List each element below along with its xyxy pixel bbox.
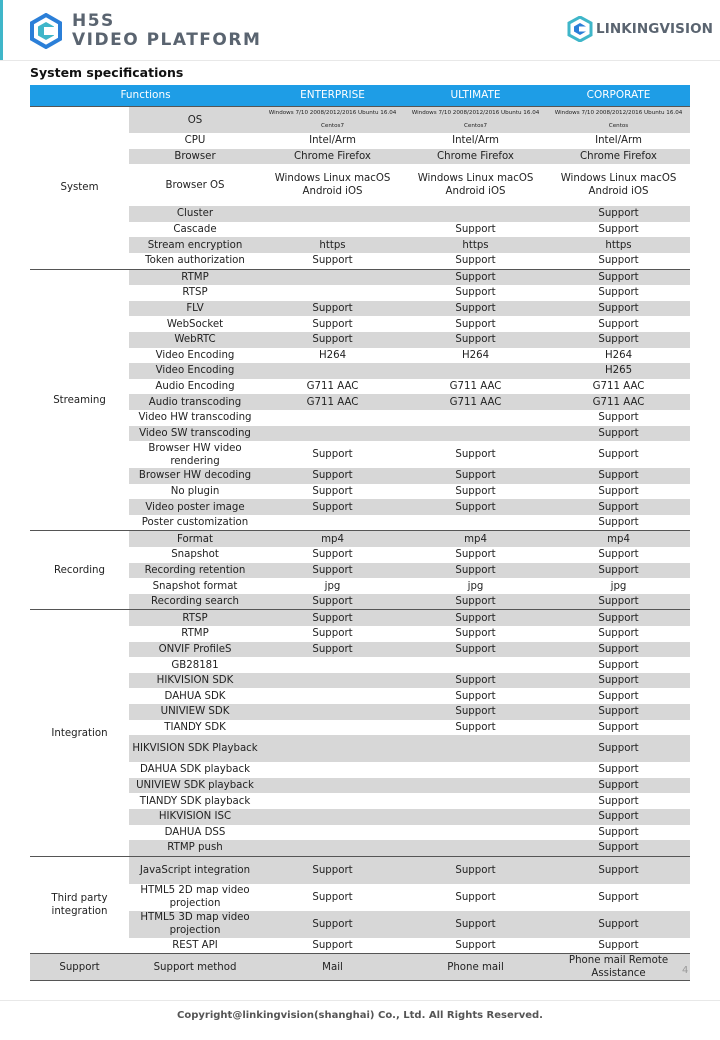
- table-row: [30, 222, 690, 238]
- value-cell: [261, 206, 404, 222]
- value-cell: Support: [598, 255, 639, 267]
- table-row: [30, 825, 690, 841]
- value-cell: [261, 840, 404, 856]
- function-cell: Browser HW video rendering: [148, 442, 242, 467]
- value-cell: Support: [598, 628, 639, 640]
- function-cell: Video Encoding: [129, 363, 261, 379]
- table-row: [30, 563, 690, 579]
- value-cell: [404, 762, 547, 778]
- table-row: [30, 316, 690, 332]
- value-cell: [404, 410, 547, 426]
- col-header-ultimate: ULTIMATE: [404, 85, 547, 107]
- table-row: [30, 688, 690, 704]
- value-cell: H264: [604, 349, 633, 361]
- value-cell: mp4: [404, 531, 547, 547]
- table-row: [30, 515, 690, 531]
- value-cell: Support: [455, 287, 496, 299]
- value-cell: Windows Linux macOS Android iOS: [560, 173, 677, 198]
- function-cell: Browser OS: [165, 179, 225, 191]
- value-cell: Intel/Arm: [595, 135, 642, 147]
- brand-line-1: H5S: [72, 11, 115, 31]
- spec-table: [30, 85, 690, 981]
- value-cell: Support: [598, 659, 639, 671]
- table-row: [30, 594, 690, 610]
- value-cell: Support: [455, 485, 496, 497]
- table-row: [30, 735, 690, 762]
- value-cell: Support: [598, 891, 639, 903]
- value-cell: [261, 735, 404, 762]
- value-cell: Support: [547, 778, 690, 794]
- value-cell: Windows Linux macOS Android iOS: [274, 173, 391, 198]
- value-cell: Support: [455, 690, 496, 702]
- brand-logo: [28, 12, 261, 50]
- value-cell: [261, 720, 404, 736]
- category-cell: Third party integration: [30, 856, 129, 954]
- value-cell: Intel/Arm: [309, 135, 356, 147]
- value-cell: Support: [547, 563, 690, 579]
- value-cell: Support: [455, 449, 496, 461]
- table-row: [30, 720, 690, 736]
- value-cell: jpg: [324, 580, 341, 592]
- value-cell: Support: [404, 704, 547, 720]
- function-cell: Poster customization: [141, 517, 249, 529]
- table-row: [30, 363, 690, 379]
- value-cell: [404, 809, 547, 825]
- value-cell: Support: [547, 426, 690, 442]
- value-cell: Support: [547, 499, 690, 515]
- value-cell: Windows Linux macOS Android iOS: [417, 173, 534, 198]
- function-cell: HIKVISION SDK Playback: [129, 735, 261, 762]
- value-cell: [261, 515, 404, 531]
- table-row: [30, 484, 690, 500]
- value-cell: Support: [547, 809, 690, 825]
- function-cell: JavaScript integration: [129, 856, 261, 884]
- function-cell: RTSP: [129, 610, 261, 626]
- value-cell: Phone mail: [404, 954, 547, 981]
- function-cell: REST API: [172, 940, 218, 952]
- table-row: [30, 253, 690, 269]
- table-row: [30, 149, 690, 165]
- value-cell: G711 AAC: [449, 381, 502, 393]
- partner-logo: [567, 16, 713, 42]
- header-accent-bar: [0, 0, 3, 60]
- function-cell: HIKVISION SDK: [129, 673, 261, 689]
- value-cell: Windows 7/10 2008/2012/2016 Ubuntu 16.04 Centos7: [404, 107, 547, 134]
- value-cell: Support: [547, 840, 690, 856]
- footer-divider: [0, 1000, 720, 1001]
- h5s-logo-icon: [28, 13, 64, 49]
- function-cell: TIANDY SDK playback: [139, 795, 251, 807]
- value-cell: Support: [261, 856, 404, 884]
- table-row: [30, 673, 690, 689]
- value-cell: Support: [404, 856, 547, 884]
- value-cell: Windows 7/10 2008/2012/2016 Ubuntu 16.04 Centos: [547, 107, 690, 134]
- value-cell: Support: [312, 940, 353, 952]
- table-row: [30, 911, 690, 938]
- brand-line-2: VIDEO PLATFORM: [72, 30, 262, 50]
- value-cell: Support: [598, 318, 639, 330]
- col-header-functions: Functions: [30, 85, 261, 107]
- value-cell: [404, 840, 547, 856]
- table-row: [30, 938, 690, 954]
- support-category-cell: Support: [30, 954, 129, 981]
- value-cell: Support: [312, 549, 353, 561]
- table-row: [30, 164, 690, 206]
- table-row: [30, 762, 690, 778]
- table-row: [30, 206, 690, 222]
- value-cell: Support: [455, 891, 496, 903]
- category-cell: Streaming: [30, 269, 129, 531]
- value-cell: Chrome Firefox: [404, 149, 547, 165]
- value-cell: Support: [261, 594, 404, 610]
- function-cell: DAHUA SDK playback: [140, 764, 250, 776]
- value-cell: G711 AAC: [547, 394, 690, 410]
- value-cell: Support: [455, 224, 496, 236]
- value-cell: Support: [547, 704, 690, 720]
- value-cell: Support: [261, 563, 404, 579]
- value-cell: Support: [598, 412, 639, 424]
- table-row: [30, 301, 690, 317]
- value-cell: [261, 657, 404, 673]
- function-cell: Token authorization: [145, 255, 245, 267]
- table-row: [30, 642, 690, 658]
- function-cell: RTMP: [181, 628, 209, 640]
- table-row: [30, 547, 690, 563]
- table-row: [30, 379, 690, 395]
- function-cell: UNIVIEW SDK: [129, 704, 261, 720]
- table-row: [30, 531, 690, 547]
- value-cell: [404, 793, 547, 809]
- value-cell: [261, 222, 404, 238]
- value-cell: Support: [404, 332, 547, 348]
- value-cell: Support: [455, 940, 496, 952]
- function-cell: Video SW transcoding: [129, 426, 261, 442]
- table-row: [30, 348, 690, 364]
- table-row: [30, 578, 690, 594]
- value-cell: Support: [547, 594, 690, 610]
- function-cell: Video HW transcoding: [138, 412, 252, 424]
- partner-name: LINKINGVISION: [596, 21, 714, 37]
- function-cell: Audio transcoding: [129, 394, 261, 410]
- function-cell: HTML5 2D map video projection: [140, 885, 250, 910]
- function-cell: DAHUA SDK: [164, 690, 226, 702]
- value-cell: G711 AAC: [404, 394, 547, 410]
- function-cell: Recording retention: [129, 563, 261, 579]
- value-cell: https: [547, 237, 690, 253]
- table-row: [30, 426, 690, 442]
- value-cell: Support: [547, 735, 690, 762]
- function-cell: WebSocket: [166, 318, 224, 330]
- function-cell: OS: [129, 107, 261, 134]
- value-cell: Support: [404, 911, 547, 938]
- value-cell: Support: [547, 911, 690, 938]
- value-cell: [404, 657, 547, 673]
- value-cell: Support: [547, 206, 690, 222]
- value-cell: [404, 735, 547, 762]
- footer-copyright: Copyright@linkingvision(shanghai) Co., Ltd. All Rights Reserved.: [177, 1010, 543, 1021]
- value-cell: jpg: [610, 580, 627, 592]
- function-cell: TIANDY SDK: [164, 721, 226, 733]
- value-cell: Support: [404, 673, 547, 689]
- page-title: System specifications: [30, 65, 184, 80]
- table-row: [30, 269, 690, 285]
- value-cell: Support: [455, 721, 496, 733]
- value-cell: Support: [598, 224, 639, 236]
- value-cell: [404, 363, 547, 379]
- function-cell: ONVIF ProfileS: [129, 642, 261, 658]
- value-cell: [261, 426, 404, 442]
- value-cell: Support: [547, 642, 690, 658]
- value-cell: Support: [312, 318, 353, 330]
- table-row: [30, 133, 690, 149]
- table-row: [30, 499, 690, 515]
- function-cell: Snapshot: [171, 549, 219, 561]
- function-cell: Snapshot format: [152, 580, 238, 592]
- value-cell: Support: [547, 610, 690, 626]
- value-cell: [261, 809, 404, 825]
- support-function-cell: Support method: [129, 954, 261, 981]
- table-row: [30, 107, 690, 134]
- value-cell: G711 AAC: [261, 394, 404, 410]
- value-cell: H265: [547, 363, 690, 379]
- support-row: [30, 954, 690, 981]
- value-cell: Support: [598, 485, 639, 497]
- function-cell: RTMP: [129, 269, 261, 285]
- value-cell: Support: [455, 628, 496, 640]
- table-row: [30, 394, 690, 410]
- value-cell: G711 AAC: [592, 381, 645, 393]
- value-cell: mp4: [547, 531, 690, 547]
- table-row: [30, 285, 690, 301]
- value-cell: Support: [547, 269, 690, 285]
- value-cell: Support: [598, 287, 639, 299]
- value-cell: Support: [404, 468, 547, 484]
- value-cell: Support: [455, 318, 496, 330]
- category-cell: Integration: [30, 610, 129, 856]
- function-cell: Stream encryption: [129, 237, 261, 253]
- value-cell: Support: [404, 642, 547, 658]
- function-cell: RTMP push: [129, 840, 261, 856]
- linkingvision-logo-icon: [567, 16, 593, 42]
- value-cell: jpg: [467, 580, 484, 592]
- function-cell: Video Encoding: [155, 349, 235, 361]
- value-cell: Support: [598, 940, 639, 952]
- value-cell: Support: [404, 610, 547, 626]
- value-cell: H264: [318, 349, 347, 361]
- value-cell: Support: [261, 911, 404, 938]
- value-cell: Support: [312, 449, 353, 461]
- value-cell: Support: [261, 499, 404, 515]
- value-cell: [404, 515, 547, 531]
- value-cell: Intel/Arm: [452, 135, 499, 147]
- value-cell: Support: [261, 301, 404, 317]
- value-cell: https: [404, 237, 547, 253]
- category-cell: Recording: [30, 531, 129, 610]
- value-cell: Support: [312, 485, 353, 497]
- value-cell: Chrome Firefox: [547, 149, 690, 165]
- value-cell: Support: [404, 563, 547, 579]
- function-cell: FLV: [129, 301, 261, 317]
- value-cell: Support: [547, 856, 690, 884]
- function-cell: Format: [129, 531, 261, 547]
- value-cell: mp4: [261, 531, 404, 547]
- value-cell: Support: [312, 628, 353, 640]
- table-header-row: [30, 85, 690, 107]
- value-cell: Windows 7/10 2008/2012/2016 Ubuntu 16.04 Centos7: [261, 107, 404, 134]
- value-cell: [261, 363, 404, 379]
- value-cell: [261, 673, 404, 689]
- table-row: [30, 441, 690, 468]
- table-row: [30, 704, 690, 720]
- table-row: [30, 410, 690, 426]
- function-cell: Recording search: [129, 594, 261, 610]
- value-cell: Support: [598, 549, 639, 561]
- value-cell: Support: [261, 332, 404, 348]
- value-cell: Support: [455, 255, 496, 267]
- value-cell: Support: [547, 332, 690, 348]
- function-cell: WebRTC: [129, 332, 261, 348]
- value-cell: https: [261, 237, 404, 253]
- table-row: [30, 884, 690, 911]
- table-row: [30, 332, 690, 348]
- table-row: [30, 468, 690, 484]
- function-cell: HIKVISION ISC: [129, 809, 261, 825]
- value-cell: [261, 285, 404, 301]
- value-cell: Support: [404, 594, 547, 610]
- page-number: 4: [682, 965, 689, 976]
- function-cell: Cascade: [173, 224, 217, 236]
- value-cell: Support: [312, 891, 353, 903]
- function-cell: RTSP: [182, 287, 208, 299]
- value-cell: H264: [461, 349, 490, 361]
- value-cell: Support: [404, 269, 547, 285]
- function-cell: CPU: [184, 135, 206, 147]
- table-row: [30, 610, 690, 626]
- value-cell: Support: [547, 468, 690, 484]
- function-cell: No plugin: [170, 485, 220, 497]
- value-cell: Support: [598, 764, 639, 776]
- table-row: [30, 657, 690, 673]
- value-cell: G711 AAC: [306, 381, 359, 393]
- col-header-corporate: CORPORATE: [547, 85, 690, 107]
- value-cell: Support: [312, 255, 353, 267]
- value-cell: [261, 825, 404, 841]
- function-cell: HTML5 3D map video projection: [129, 911, 261, 938]
- value-cell: Phone mail Remote Assistance: [547, 954, 690, 981]
- value-cell: Support: [598, 449, 639, 461]
- value-cell: [404, 206, 547, 222]
- value-cell: [261, 778, 404, 794]
- value-cell: Support: [261, 610, 404, 626]
- table-row: [30, 856, 690, 884]
- function-cell: Cluster: [129, 206, 261, 222]
- value-cell: Support: [598, 795, 639, 807]
- value-cell: Support: [404, 499, 547, 515]
- value-cell: [404, 825, 547, 841]
- value-cell: Support: [404, 301, 547, 317]
- value-cell: Support: [598, 690, 639, 702]
- function-cell: Browser: [129, 149, 261, 165]
- table-row: [30, 793, 690, 809]
- value-cell: Chrome Firefox: [261, 149, 404, 165]
- value-cell: Support: [455, 549, 496, 561]
- function-cell: Browser HW decoding: [129, 468, 261, 484]
- value-cell: Support: [598, 826, 639, 838]
- value-cell: Support: [547, 301, 690, 317]
- value-cell: [261, 269, 404, 285]
- value-cell: Mail: [261, 954, 404, 981]
- value-cell: Support: [547, 673, 690, 689]
- header-divider: [0, 60, 720, 61]
- value-cell: [261, 704, 404, 720]
- spec-table-body: [30, 107, 690, 981]
- function-cell: UNIVIEW SDK playback: [129, 778, 261, 794]
- value-cell: Support: [261, 642, 404, 658]
- table-row: [30, 237, 690, 253]
- value-cell: [261, 688, 404, 704]
- function-cell: Audio Encoding: [155, 381, 235, 393]
- value-cell: Support: [261, 468, 404, 484]
- function-cell: Video poster image: [129, 499, 261, 515]
- value-cell: [261, 793, 404, 809]
- table-row: [30, 809, 690, 825]
- table-row: [30, 626, 690, 642]
- col-header-enterprise: ENTERPRISE: [261, 85, 404, 107]
- value-cell: [404, 426, 547, 442]
- function-cell: DAHUA DSS: [164, 826, 226, 838]
- table-row: [30, 778, 690, 794]
- category-cell: System: [30, 107, 129, 270]
- value-cell: [261, 410, 404, 426]
- table-row: [30, 840, 690, 856]
- function-cell: GB28181: [171, 659, 219, 671]
- value-cell: [261, 762, 404, 778]
- value-cell: Support: [598, 721, 639, 733]
- value-cell: Support: [598, 517, 639, 529]
- value-cell: [404, 778, 547, 794]
